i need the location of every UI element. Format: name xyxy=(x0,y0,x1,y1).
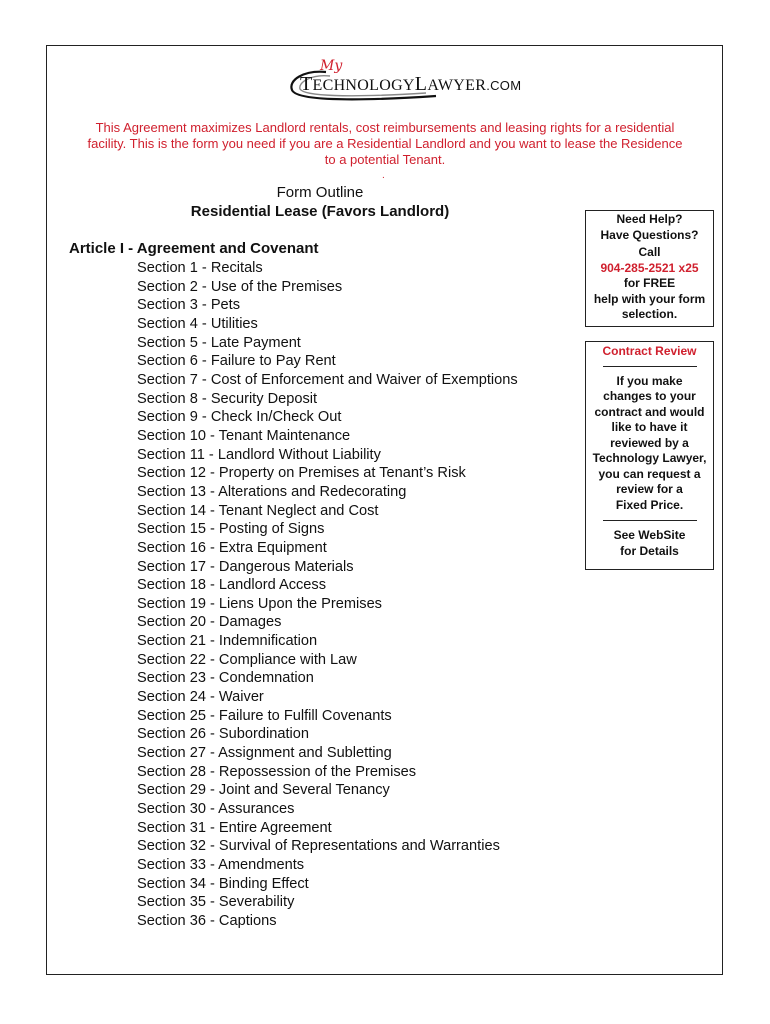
contract-review-line: reviewed by a xyxy=(610,435,689,450)
contract-review-line: like to have it xyxy=(611,420,688,434)
form-title: Residential Lease (Favors Landlord) xyxy=(190,203,450,220)
section-item: Section 19 - Liens Upon the Premises xyxy=(137,595,382,612)
divider xyxy=(603,520,697,521)
section-item: Section 16 - Extra Equipment xyxy=(137,539,327,556)
section-item: Section 17 - Dangerous Materials xyxy=(137,558,354,575)
section-item: Section 8 - Security Deposit xyxy=(137,390,318,407)
help-line-call: Call xyxy=(638,245,661,259)
section-item: Section 5 - Late Payment xyxy=(137,334,301,351)
section-item: Section 22 - Compliance with Law xyxy=(137,651,357,668)
article-title: Article I - Agreement and Covenant xyxy=(69,240,319,257)
help-line-need-help: Need Help? xyxy=(616,212,683,226)
form-outline-heading: Form Outline xyxy=(276,184,364,201)
intro-dot: . xyxy=(382,170,385,181)
section-item: Section 28 - Repossession of the Premises xyxy=(137,763,417,780)
contract-review-box xyxy=(585,341,714,570)
section-item: Section 21 - Indemnification xyxy=(137,633,318,650)
logo-letter-l: L xyxy=(414,73,428,95)
section-item: Section 11 - Landlord Without Liability xyxy=(137,446,381,463)
section-item: Section 31 - Entire Agreement xyxy=(137,819,332,836)
intro-paragraph: This Agreement maximizes Landlord rentals, cost reimbursements and leasing rights for a residential facility. This is the form you need if you are a Residential Landlord and you want to lease the Residence to a potential Tenant. xyxy=(87,120,683,167)
section-item: Section 4 - Utilities xyxy=(137,315,258,332)
section-item: Section 14 - Tenant Neglect and Cost xyxy=(137,502,379,519)
logo-name xyxy=(300,73,521,96)
section-item: Section 9 - Check In/Check Out xyxy=(137,409,342,426)
contract-review-title: Contract Review xyxy=(602,344,697,358)
section-item: Section 7 - Cost of Enforcement and Waiver of Exemptions xyxy=(137,371,518,388)
help-line-questions: Have Questions? xyxy=(600,227,699,242)
contract-review-line: If you make xyxy=(616,373,683,388)
section-item: Section 25 - Failure to Fulfill Covenants xyxy=(137,707,392,724)
section-item: Section 27 - Assignment and Subletting xyxy=(137,745,392,762)
section-item: Section 20 - Damages xyxy=(137,614,282,631)
help-line-free: for FREE xyxy=(623,276,676,290)
section-item: Section 12 - Property on Premises at Tenant’s Risk xyxy=(137,465,466,482)
contract-review-line: changes to your xyxy=(603,389,696,403)
section-item: Section 3 - Pets xyxy=(137,297,241,314)
contract-review-line: contract and would xyxy=(594,404,705,419)
section-item: Section 36 - Captions xyxy=(137,912,277,929)
help-box xyxy=(585,210,714,327)
for-details-line: for Details xyxy=(620,543,679,558)
section-item: Section 6 - Failure to Pay Rent xyxy=(137,353,336,370)
help-line-form: help with your form xyxy=(593,291,706,306)
logo-my: My xyxy=(320,58,343,74)
section-item: Section 24 - Waiver xyxy=(137,689,264,706)
section-item: Section 29 - Joint and Several Tenancy xyxy=(137,782,390,799)
section-item: Section 15 - Posting of Signs xyxy=(137,521,325,538)
section-item: Section 10 - Tenant Maintenance xyxy=(137,427,351,444)
section-item: Section 34 - Binding Effect xyxy=(137,875,309,892)
help-line-selection: selection. xyxy=(621,307,678,321)
section-item: Section 26 - Subordination xyxy=(137,726,309,743)
logo-dotcom: .COM xyxy=(486,78,522,93)
section-item: Section 1 - Recitals xyxy=(137,260,263,276)
contract-review-line: Technology Lawyer, xyxy=(592,451,707,465)
section-item: Section 35 - Severability xyxy=(137,894,295,911)
contract-review-line: you can request a xyxy=(598,466,701,481)
section-list xyxy=(137,259,518,931)
contract-review-line: Fixed Price. xyxy=(615,497,684,512)
help-phone: 904-285-2521 x25 xyxy=(600,260,699,275)
logo-word-echnology: ECHNOLOGY xyxy=(312,77,415,94)
logo-letter-t: T xyxy=(300,73,313,95)
see-website-line: See WebSite xyxy=(613,528,686,542)
logo-word-awyer: AWYER xyxy=(427,77,487,94)
mytechnologylawyer-logo xyxy=(286,58,522,102)
section-item: Section 32 - Survival of Representations and Warranties xyxy=(137,838,500,855)
contract-review-body xyxy=(586,374,713,514)
section-item: Section 2 - Use of the Premises xyxy=(137,278,343,295)
contract-review-line: review for a xyxy=(616,482,683,496)
divider xyxy=(603,366,697,367)
section-item: Section 18 - Landlord Access xyxy=(137,577,327,594)
section-item: Section 33 - Amendments xyxy=(137,857,305,873)
section-item: Section 23 - Condemnation xyxy=(137,670,314,687)
section-item: Section 30 - Assurances xyxy=(137,801,295,818)
section-item: Section 13 - Alterations and Redecorating xyxy=(137,483,407,500)
